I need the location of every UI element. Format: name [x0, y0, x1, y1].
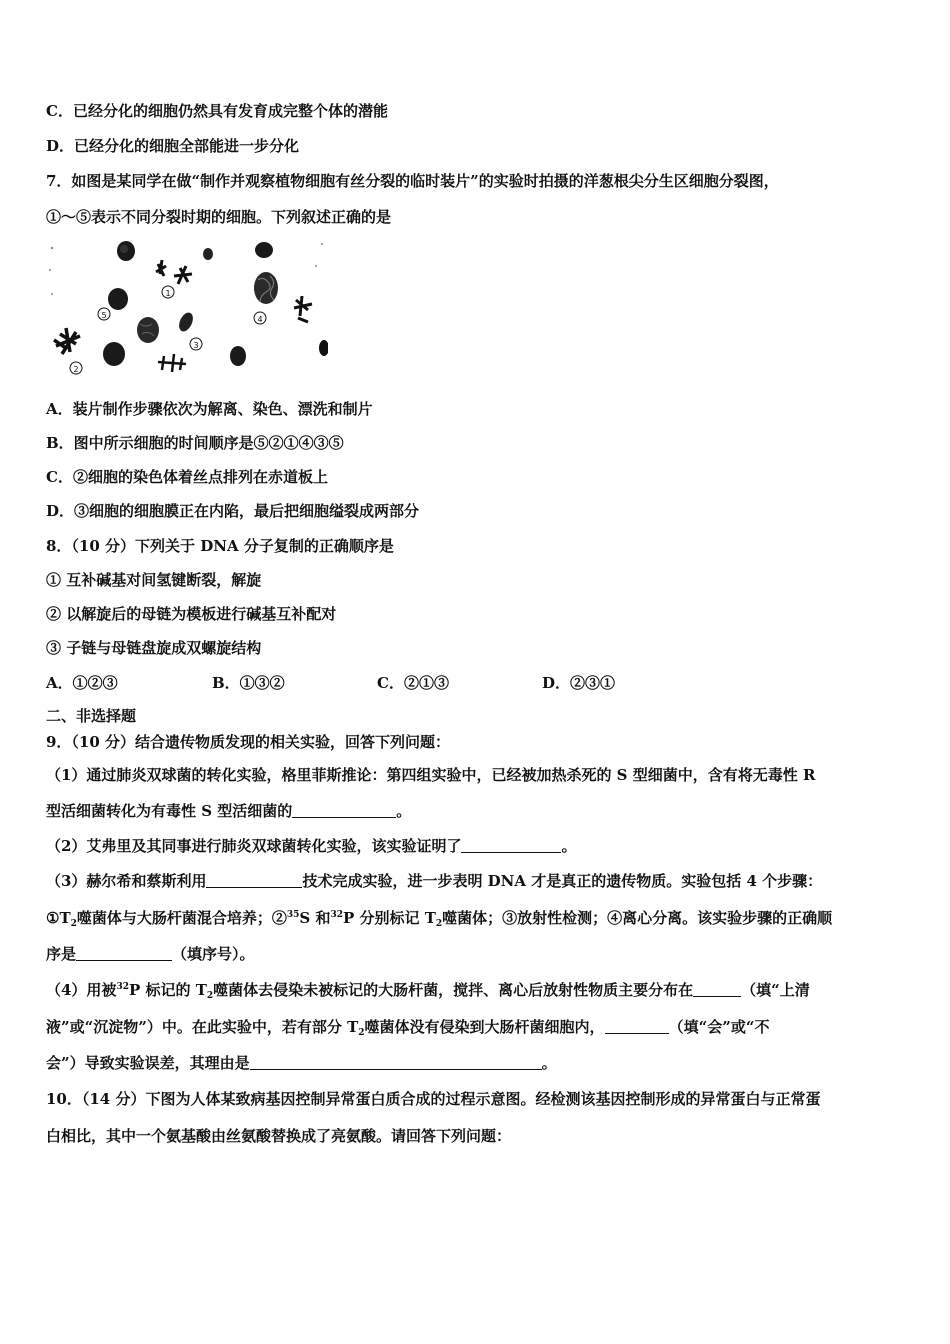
text: 噬菌体没有侵染到大肠杆菌细胞内， — [364, 1018, 605, 1036]
q8-option-a: A．①②③ — [46, 674, 118, 692]
q9-part1-line1: （1）通过肺炎双球菌的转化实验，格里菲斯推论：第四组实验中，已经被加热杀死的 S 型细菌中，含有将无毒性 R — [46, 766, 816, 784]
q9-stem: 9．（10 分）结合遗传物质发现的相关实验，回答下列问题： — [46, 733, 451, 751]
q7-stem-line2: ①～⑤表示不同分裂时期的细胞。下列叙述正确的是 — [46, 208, 392, 226]
q10-stem-line2: 白相比，其中一个氨基酸由丝氨酸替换成了亮氨酸。请回答下列问题： — [46, 1127, 512, 1145]
svg-text:5: 5 — [101, 311, 107, 320]
text: （2）艾弗里及其同事进行肺炎双球菌转化实验，该实验证明了 — [46, 837, 462, 855]
subscript: 2 — [70, 919, 77, 929]
q7-stem-line1: 7．如图是某同学在做“制作并观察植物细胞有丝分裂的临时装片”的实验时拍摄的洋葱根尖分生区细胞分裂图， — [46, 172, 779, 190]
answer-blank-5[interactable] — [693, 980, 741, 997]
q7-option-b: B．图中所示细胞的时间顺序是⑤②①④③⑤ — [46, 434, 344, 452]
text: 噬菌体；③放射性检测；④离心分离。该实验步骤的正确顺 — [442, 909, 833, 927]
text: （填“会”或“不 — [668, 1018, 770, 1036]
q9-part3-line2 — [46, 908, 832, 928]
superscript: 32 — [330, 910, 344, 920]
text: 噬菌体去侵染未被标记的大肠杆菌，搅拌、离心后放射性物质主要分布在 — [213, 981, 694, 999]
section-heading: 二、非选择题 — [46, 707, 137, 725]
q7-option-d: D．③细胞的细胞膜正在内陷，最后把细胞缢裂成两部分 — [46, 502, 420, 520]
answer-blank-6[interactable] — [605, 1017, 669, 1034]
subscript: 2 — [435, 919, 443, 929]
text: 。 — [541, 1054, 557, 1072]
text: 噬菌体与大肠杆菌混合培养；② — [76, 909, 287, 927]
answer-blank-7[interactable] — [250, 1053, 542, 1070]
q9-part3-line1 — [46, 871, 822, 891]
superscript: 32 — [116, 982, 129, 992]
text: P 标记的 T — [128, 981, 207, 999]
q9-part3-line3 — [46, 944, 255, 964]
q9-part4-line1 — [46, 980, 810, 1000]
text: （4）用被 — [46, 981, 117, 999]
q9-part4-line2 — [46, 1017, 769, 1037]
text: 液”或“沉淀物”）中。在此实验中，若有部分 T — [46, 1018, 359, 1036]
svg-text:2: 2 — [73, 365, 79, 374]
q6-option-c: C．已经分化的细胞仍然具有发育成完整个体的潜能 — [46, 102, 388, 120]
svg-text:3: 3 — [193, 341, 199, 350]
q7-option-c: C．②细胞的染色体着丝点排列在赤道板上 — [46, 468, 328, 486]
q8-stem: 8．（10 分）下列关于 DNA 分子复制的正确顺序是 — [46, 537, 394, 555]
q9-part1-line2 — [46, 801, 411, 821]
answer-blank-1[interactable] — [292, 801, 396, 818]
q8-option-c: C．②①③ — [377, 674, 449, 692]
answer-blank-2[interactable] — [461, 836, 561, 853]
q8-item-1: ① 互补碱基对间氢键断裂，解旋 — [46, 571, 262, 589]
text: ①T — [46, 909, 71, 927]
text: （填序号）。 — [172, 945, 255, 963]
superscript: 35 — [286, 910, 300, 920]
text: 会”）导致实验误差，其理由是 — [46, 1054, 250, 1072]
answer-blank-3[interactable] — [206, 871, 302, 888]
q8-option-d: D．②③① — [542, 674, 616, 692]
text: 。 — [396, 802, 412, 820]
subscript: 2 — [206, 991, 214, 1001]
q8-option-b: B．①③② — [212, 674, 285, 692]
text: 技术完成实验，进一步表明 DNA 才是真正的遗传物质。实验包括 4 个步骤： — [302, 872, 823, 890]
text: 序是 — [46, 945, 77, 963]
q7-option-a: A．装片制作步骤依次为解离、染色、漂洗和制片 — [46, 400, 373, 418]
text: （3）赫尔希和蔡斯利用 — [46, 872, 207, 890]
q9-part4-line3 — [46, 1053, 557, 1073]
svg-text:4: 4 — [257, 315, 263, 324]
subscript: 2 — [358, 1028, 365, 1038]
text: P 分别标记 T — [343, 909, 436, 927]
text: 。 — [561, 837, 577, 855]
q8-item-3: ③ 子链与母链盘旋成双螺旋结构 — [46, 639, 262, 657]
q8-item-2: ② 以解旋后的母链为模板进行碱基互补配对 — [46, 605, 337, 623]
answer-blank-4[interactable] — [76, 944, 172, 961]
q9-part2 — [46, 836, 576, 856]
svg-text:1: 1 — [165, 289, 171, 298]
q6-option-d: D．已经分化的细胞全部能进一步分化 — [46, 137, 300, 155]
onion-root-tip-micrograph — [46, 236, 328, 382]
text: 型活细菌转化为有毒性 S 型活细菌的 — [46, 802, 293, 820]
q10-stem-line1: 10．（14 分）下图为人体某致病基因控制异常蛋白质合成的过程示意图。经检测该基因控制形成的异常蛋白与正常蛋 — [46, 1090, 821, 1108]
text: S 和 — [299, 909, 331, 927]
text: （填“上清 — [741, 981, 810, 999]
